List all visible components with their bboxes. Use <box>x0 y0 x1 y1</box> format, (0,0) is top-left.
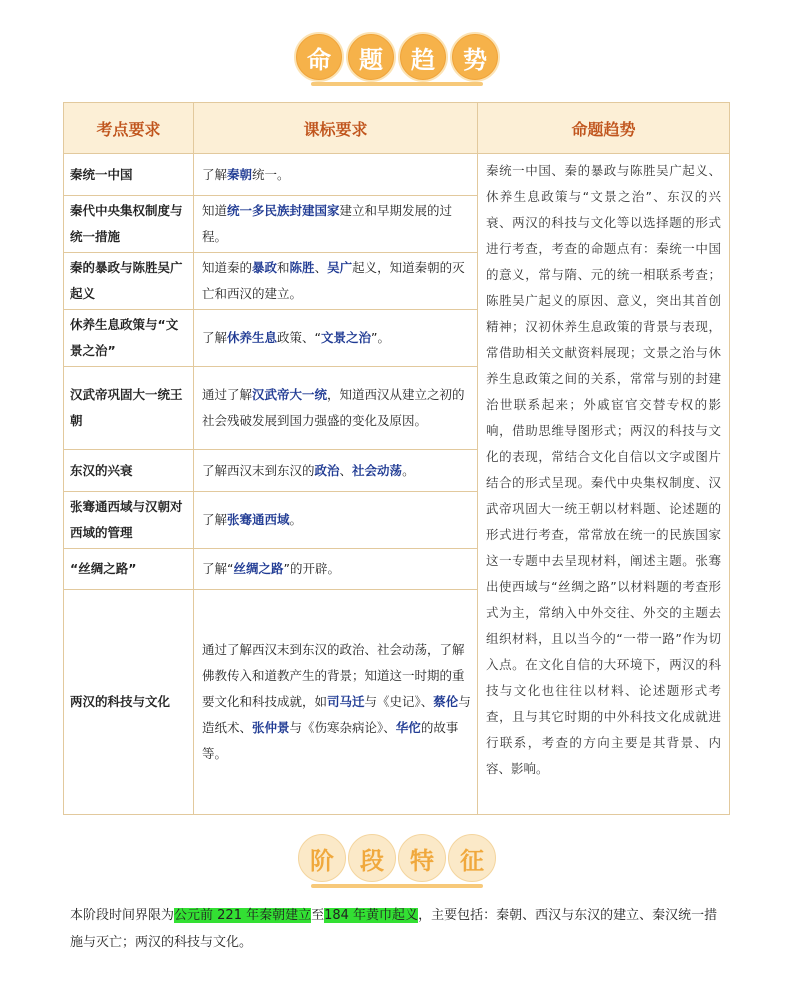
banner-bottom-underline <box>311 884 483 888</box>
text-segment: 与造纸术、 <box>202 694 471 735</box>
header-cell: 命题趋势 <box>478 103 730 154</box>
text-segment: 政策、“ <box>277 330 322 345</box>
text-segment: 知道 <box>202 203 228 218</box>
keyword: 张仲景 <box>252 720 290 735</box>
text-segment: 、 <box>314 260 328 275</box>
requirement-cell <box>194 549 478 590</box>
keyword: 休养生息 <box>227 330 278 345</box>
topic-cell: “丝绸之路” <box>64 549 194 590</box>
text-segment: 和 <box>277 260 290 275</box>
requirement-cell <box>194 590 478 815</box>
requirement-cell <box>194 450 478 492</box>
header-cell: 课标要求 <box>194 103 478 154</box>
banner-top-char: 题 <box>346 32 396 82</box>
banner-top-char: 势 <box>450 32 500 82</box>
topic-cell: 东汉的兴衰 <box>64 450 194 492</box>
topic-cell: 休养生息政策与“文景之治” <box>64 310 194 367</box>
text-segment: 了解“ <box>202 561 234 576</box>
keyword: 吴广 <box>327 260 353 275</box>
text-segment: ”。 <box>371 330 391 345</box>
keyword: 华佗 <box>395 720 421 735</box>
topic-cell: 张骞通西域与汉朝对西域的管理 <box>64 492 194 549</box>
desc-mid: 至 <box>311 908 325 923</box>
text-segment: 了解 <box>202 512 228 527</box>
text-segment: 与《伤寒杂病论》、 <box>289 720 396 735</box>
keyword: 陈胜 <box>289 260 315 275</box>
topic-cell: 秦的暴政与陈胜吴广起义 <box>64 253 194 310</box>
banner-top-char: 趋 <box>398 32 448 82</box>
banner-top <box>0 32 794 82</box>
banner-bottom-char: 阶 <box>298 834 346 882</box>
text-segment: 的故事等。 <box>202 720 459 761</box>
table-row <box>64 154 730 196</box>
requirement-cell <box>194 492 478 549</box>
requirement-cell <box>194 196 478 253</box>
text-segment: 。 <box>402 462 415 478</box>
text-segment: 了解 <box>202 330 228 345</box>
text-segment: 通过了解西汉末到东汉的政治、社会动荡，了解佛教传入和道教产生的背景；知道这一时期的重要文化和科技成就，如 <box>202 642 465 709</box>
banner-bottom <box>0 834 794 884</box>
keyword: 丝绸之路 <box>233 561 284 576</box>
banner-bottom-char: 特 <box>398 834 446 882</box>
exam-table <box>63 102 730 815</box>
requirement-cell <box>194 154 478 196</box>
stage-description <box>70 902 730 956</box>
topic-cell: 两汉的科技与文化 <box>64 590 194 815</box>
banner-top-char: 命 <box>294 32 344 82</box>
keyword: 蔡伦 <box>433 694 459 709</box>
text-segment: 统一。 <box>252 166 290 182</box>
table-header <box>64 103 730 154</box>
text-segment: 。 <box>289 512 303 527</box>
banner-bottom-char: 段 <box>348 834 396 882</box>
header-cell: 考点要求 <box>64 103 194 154</box>
requirement-cell <box>194 253 478 310</box>
text-segment: ，知道西汉从建立之初的社会残破发展到国力强盛的变化及原因。 <box>202 387 465 428</box>
text-segment: 了解 <box>202 166 228 182</box>
keyword: 政治 <box>314 462 340 478</box>
text-segment: 起义，知道秦朝的灭亡和西汉的建立。 <box>202 260 465 301</box>
text-segment: 了解西汉末到东汉的 <box>202 462 315 478</box>
requirement-cell <box>194 367 478 450</box>
keyword: 社会动荡 <box>352 462 403 478</box>
keyword: 秦朝 <box>227 166 253 182</box>
keyword: 汉武帝大一统 <box>252 387 328 402</box>
topic-cell: 秦统一中国 <box>64 154 194 196</box>
text-segment: ”的开辟。 <box>283 561 340 576</box>
keyword: 暴政 <box>252 260 278 275</box>
banner-top-underline <box>311 82 483 86</box>
keyword: 张骞通西域 <box>227 512 290 527</box>
text-segment: 知道秦的 <box>202 260 253 275</box>
text-segment: 、 <box>339 462 353 478</box>
keyword: 司马迁 <box>327 694 365 709</box>
banner-bottom-char: 征 <box>448 834 496 882</box>
desc-suffix: ，主要包括：秦朝、西汉与东汉的建立、秦汉统一措施与灭亡；两汉的科技与文化。 <box>70 908 718 950</box>
requirement-cell <box>194 310 478 367</box>
highlight-end: 184 年黄巾起义 <box>324 908 419 923</box>
text-segment: 与《史记》、 <box>364 694 434 709</box>
text-segment: 通过了解 <box>202 387 253 402</box>
keyword: 文景之治 <box>321 330 372 345</box>
text-segment: 建立和早期发展的过程。 <box>202 203 453 244</box>
topic-cell: 汉武帝巩固大一统王朝 <box>64 367 194 450</box>
topic-cell: 秦代中央集权制度与统一措施 <box>64 196 194 253</box>
desc-prefix: 本阶段时间界限为 <box>70 908 175 923</box>
highlight-start: 公元前 221 年秦朝建立 <box>174 908 312 923</box>
trend-cell: 秦统一中国、秦的暴政与陈胜吴广起义、休养生息政策与“文景之治”、东汉的兴衰、两汉的科技与文化等以选择题的形式进行考查，考查的命题点有：秦统一中国的意义，常与隋、元的统一相联系考查；陈胜吴广起义的原因、意义，突出其首创精神；汉初休养生息政策的背景与表现，常借助相关文献资料展现；文景之治与休养生息政策之间的关系，常常与别的封建治世联系起来；外戚宦官交替专权的影响，借助思维导图形式；两汉的科技与文化的表现，常结合文化自信以文字或图片结合的形式呈现。秦代中央集权制度、汉武帝巩固大一统王朝以材料题、论述题的形式进行考查，常常放在统一的民族国家这一专题中去呈现材料，阐述主题。张骞出使西域与“丝绸之路”以材料题的考查形式为主，常纳入中外交往、外交的主题去组织材料，且以当今的“一带一路”作为切入点。在文化自信的大环境下，两汉的科技与文化也往往以材料、论述题形式考查，且与其它时期的中外科技文化成就进行联系，考查的方向主要是其背景、内容、影响。 <box>478 154 730 815</box>
keyword: 统一多民族封建国家 <box>227 203 340 218</box>
